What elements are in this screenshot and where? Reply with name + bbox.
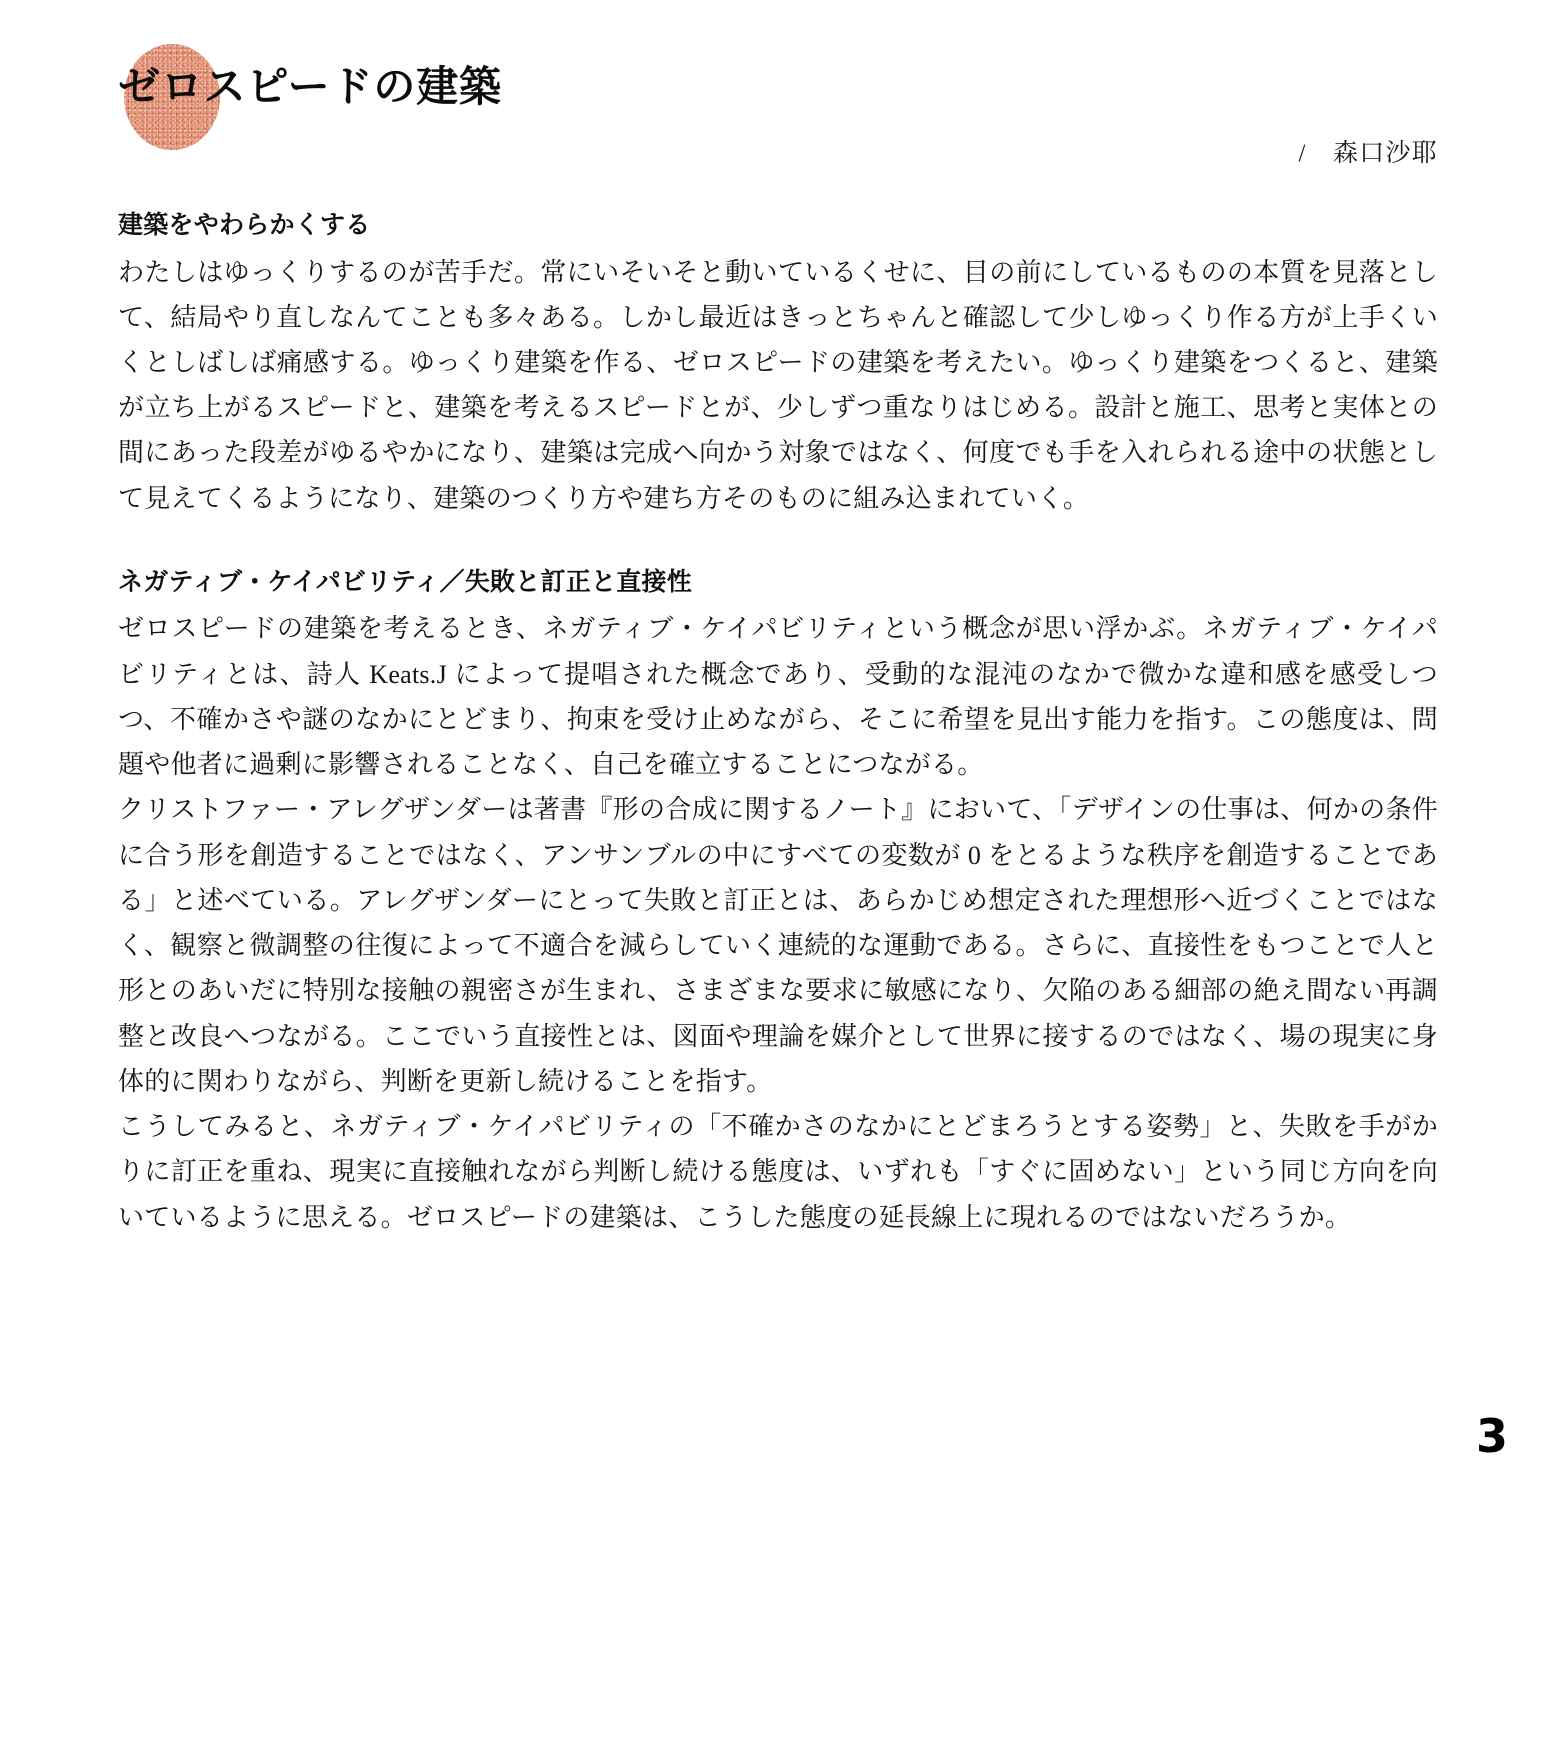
byline-author: / 森口沙耶 <box>1298 139 1438 167</box>
paragraph: クリストファー・アレグザンダーは著書『形の合成に関するノート』において、「デザインの仕事は、何かの条件に合う形を創造することではなく、アンサンブルの中にすべての変数が 0 をとるような秩序を創造することである」と述べている。アレグザンダーにとって失敗と訂正とは、あらかじめ想定された理想形へ近づくことではなく、観察と微調整の往復によって不適合を減らしていく連続的な運動である。さらに、直接性をもつことで人と形とのあいだに特別な接触の親密さが生まれ、さまざまな要求に敏感になり、欠陥のある細部の絶え間ない再調整と改良へつながる。ここでいう直接性とは、図面や理論を媒介として世界に接するのではなく、場の現実に身体的に関わりながら、判断を更新し続けることを指す。 <box>118 795 1438 1096</box>
section-soften-architecture <box>118 206 1438 521</box>
article-body <box>118 206 1438 1240</box>
masthead <box>118 0 1438 170</box>
section-heading: ネガティブ・ケイパビリティ／失敗と訂正と直接性 <box>118 566 693 596</box>
page-number: 3 <box>1475 1409 1508 1463</box>
paragraph: わたしはゆっくりするのが苦手だ。常にいそいそと動いているくせに、目の前にしているものの本質を見落として、結局やり直しなんてことも多々ある。しかし最近はきっとちゃんと確認して少しゆっくり作る方が上手くいくとしばしば痛感する。ゆっくり建築を作る、ゼロスピードの建築を考えたい。ゆっくり建築をつくると、建築が立ち上がるスピードと、建築を考えるスピードとが、少しずつ重なりはじめる。設計と施工、思考と実体との間にあった段差がゆるやかになり、建築は完成へ向かう対象ではなく、何度でも手を入れられる途中の状態として見えてくるようになり、建築のつくり方や建ち方そのものに組み込まれていく。 <box>118 257 1438 513</box>
paragraph: こうしてみると、ネガティブ・ケイパビリティの「不確かさのなかにとどまろうとする姿勢」と、失敗を手がかりに訂正を重ね、現実に直接触れながら判断し続ける態度は、いずれも「すぐに固めない」という同じ方向を向いているように思える。ゼロスピードの建築は、こうした態度の延長線上に現れるのではないだろうか。 <box>118 1112 1438 1232</box>
paragraph: ゼロスピードの建築を考えるとき、ネガティブ・ケイパビリティという概念が思い浮かぶ。ネガティブ・ケイパビリティとは、詩人 Keats.J によって提唱された概念であり、受動的な混沌のなかで微かな違和感を感受しつつ、不確かさや謎のなかにとどまり、拘束を受け止めながら、そこに希望を見出す能力を指す。この態度は、問題や他者に過剰に影響されることなく、自己を確立することにつながる。 <box>118 614 1438 780</box>
section-negative-capability <box>118 563 1438 1240</box>
section-heading: 建築をやわらかくする <box>118 210 371 240</box>
page-title: ゼロスピードの建築 <box>118 62 502 111</box>
